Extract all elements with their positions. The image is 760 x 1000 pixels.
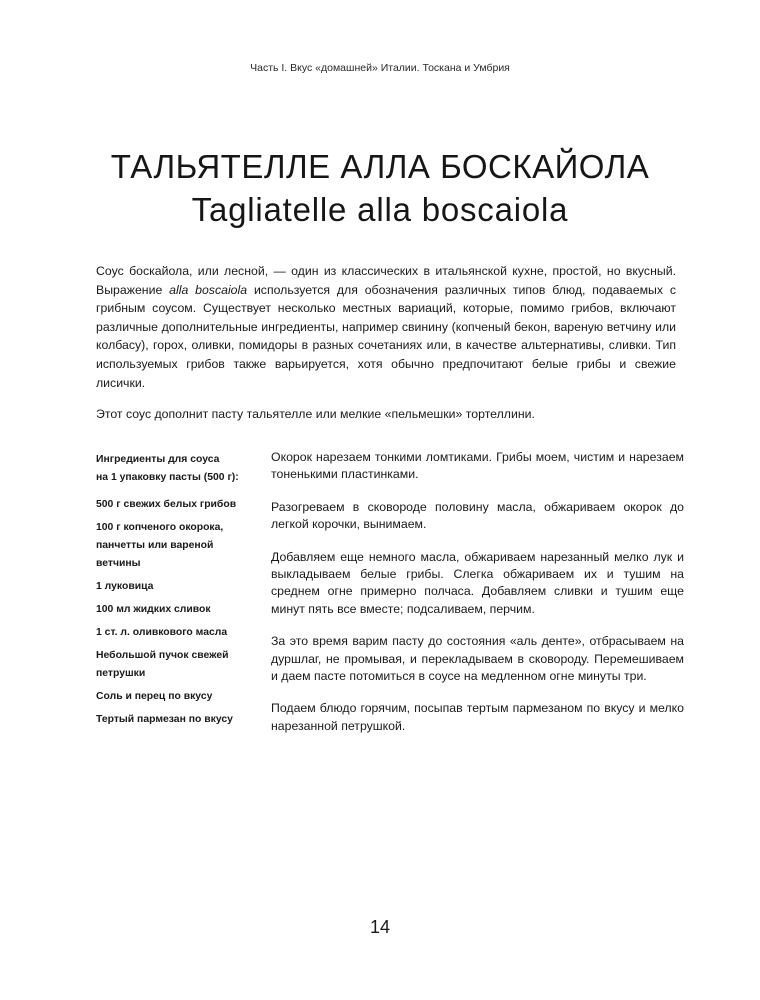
intro-paragraph-1-start: Соус боскайола, или лесной, — один из классических в итальянской кухне, простой, но вкусный. Выражение (96, 264, 676, 297)
ingredient-text: панчетты или вареной (96, 540, 214, 551)
recipe-title-italian: Tagliatelle alla boscaiola (191, 191, 569, 228)
intro-paragraph-1-end: используется для обозначения различных типов блюд, подаваемых с грибным соусом. Существует несколько местных вариаций, которые, помимо грибов, включают различные дополнительные ингредиенты, например свинину (копченый бекон, вареную ветчину или колбасу), горох, оливки, помидоры в разных сочетаниях или, в качестве альтернативы, сливки. Тип используемых грибов также варьируется, хотя обычно предпочитают белые грибы и свежие лисички. (96, 282, 677, 390)
intro-paragraph-2: Этот соус дополнит пасту тальятелле или мелкие «пельмешки» тортеллини. (96, 407, 535, 422)
ingredient-item (96, 578, 256, 596)
intro-text (96, 262, 676, 437)
ingredient-text: 100 г копченого окорока, (96, 522, 224, 533)
ingredients-heading-line: Ингредиенты для соуса (96, 454, 220, 465)
step-paragraph: Окорок нарезаем тонкими ломтиками. Грибы моем, чистим и нарезаем тоненькими пластинками. (271, 450, 684, 482)
ingredient-item (96, 688, 256, 706)
ingredient-text: 100 мл жидких сливок (96, 604, 211, 615)
ingredients-heading-line: на 1 упаковку пасты (500 г): (96, 472, 239, 483)
ingredient-text: петрушки (96, 668, 146, 679)
ingredient-item (96, 711, 256, 729)
ingredient-text: 500 г свежих белых грибов (96, 499, 237, 510)
recipe-title-russian: ТАЛЬЯТЕЛЛЕ АЛЛА БОСКАЙОЛА (110, 148, 650, 185)
ingredient-item (96, 519, 256, 573)
step-paragraph: Разогреваем в сковороде половину масла, обжариваем окорок до легкой корочки, вынимаем. (271, 499, 684, 532)
step-paragraph: Добавляем еще немного масла, обжариваем нарезанный мелко лук и выкладываем белые грибы. Слегка обжариваем их и тушим на среднем огне примерно полчаса. Добавляем сливки и тушим еще минут пять все вместе; подсаливаем, перчим. (271, 549, 684, 616)
intro-paragraph-1 (96, 262, 676, 392)
recipe-title-block (0, 145, 760, 231)
ingredient-item (96, 624, 256, 642)
ingredient-text: ветчины (96, 558, 141, 569)
ingredient-text: Тертый пармезан по вкусу (96, 714, 233, 725)
cooking-steps (271, 449, 684, 750)
ingredient-item (96, 496, 256, 514)
running-header: Часть I. Вкус «домашней» Италии. Тоскана и Умбрия (250, 62, 510, 74)
ingredient-item (96, 601, 256, 619)
ingredients-heading (96, 451, 256, 487)
step-paragraph: За это время варим пасту до состояния «аль денте», отбрасываем на дуршлаг, не промывая, и перекладываем в сковороду. Перемешиваем и даем пасте потомиться в соусе на медленном огне минуты три. (271, 634, 684, 684)
ingredient-text: 1 луковица (96, 581, 154, 592)
ingredients-list (96, 451, 256, 734)
ingredient-text: 1 ст. л. оливкового масла (96, 627, 228, 638)
ingredient-item (96, 647, 256, 683)
ingredient-text: Соль и перец по вкусу (96, 691, 213, 702)
ingredient-text: Небольшой пучок свежей (96, 650, 229, 661)
intro-italic-term: alla boscaiola (169, 282, 248, 297)
page-number: 14 (369, 917, 391, 937)
step-paragraph: Подаем блюдо горячим, посыпав тертым пармезаном по вкусу и мелко нарезанной петрушкой. (271, 701, 684, 733)
